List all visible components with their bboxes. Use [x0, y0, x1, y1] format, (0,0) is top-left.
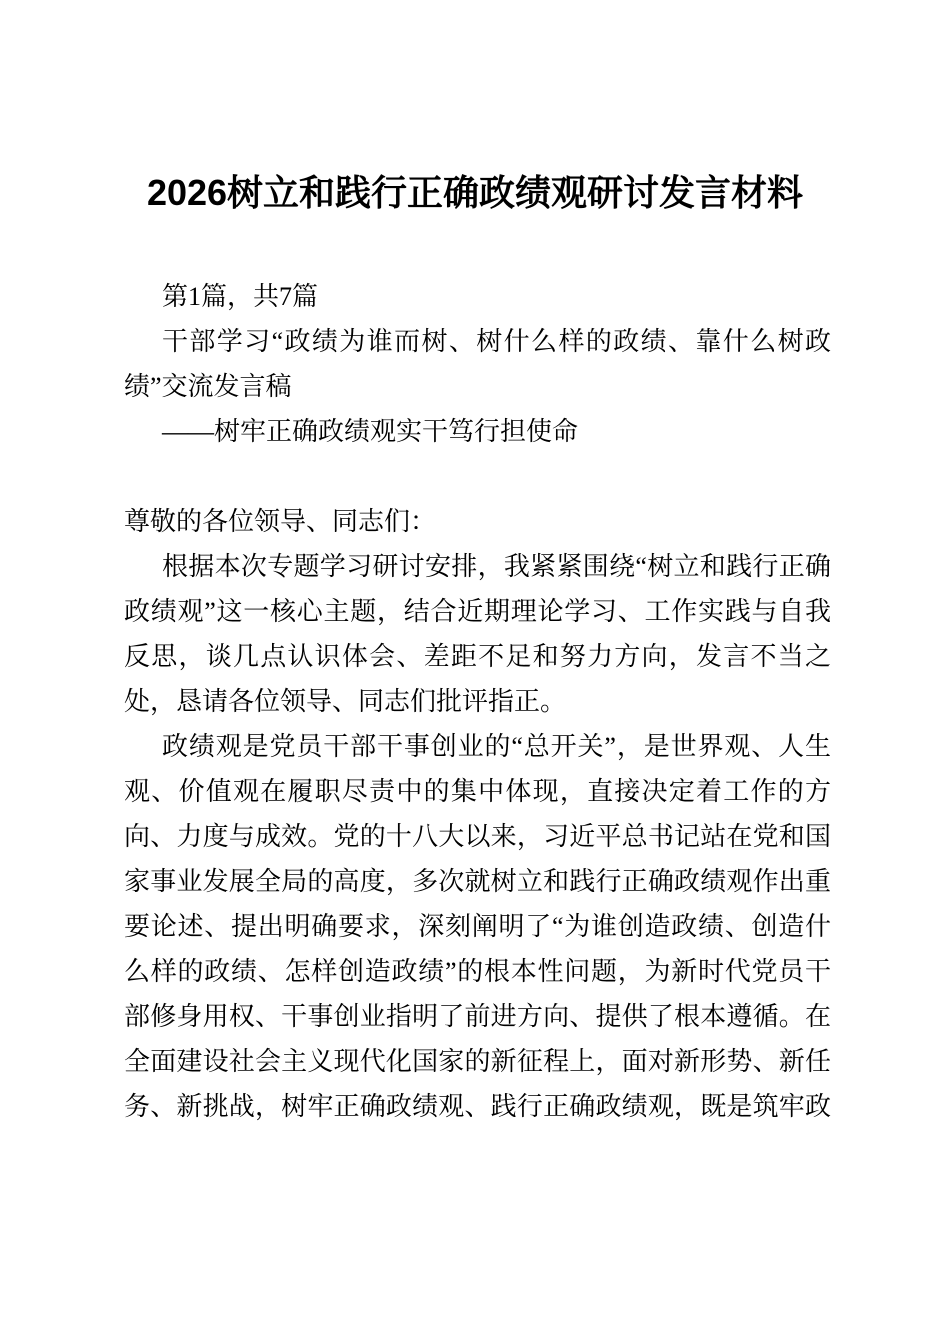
body-paragraph: 政绩观是党员干部干事创业的“总开关”，是世界观、人生观、价值观在履职尽责中的集中体现，直接决定着工作的方向、力度与成效。党的十八大以来，习近平总书记站在党和国家事业发展全局的高度，多次就树立和践行正确政绩观作出重要论述、提出明确要求，深刻阐明了“为谁创造政绩、创造什么样的政绩、怎样创造政绩”的根本性问题，为新时代党员干部修身用权、干事创业指明了前进方向、提供了根本遵循。在全面建设社会主义现代化国家的新征程上，面对新形势、新任务、新挑战，树牢正确政绩观、践行正确政绩观，既是筑牢政 — [124, 732, 831, 1121]
document-body — [124, 274, 831, 1129]
document-title: 2026树立和践行正确政绩观研讨发言材料 — [146, 172, 804, 213]
blank-line — [124, 454, 831, 499]
series-info: 第1篇，共7篇 — [162, 282, 319, 311]
salutation: 尊敬的各位领导、同志们： — [124, 507, 437, 536]
document-subtitle-secondary: ——树牢正确政绩观实干笃行担使命 — [162, 417, 579, 446]
document-subtitle: 干部学习“政绩为谁而树、树什么样的政绩、靠什么树政绩”交流发言稿 — [124, 327, 831, 401]
body-paragraph: 根据本次专题学习研讨安排，我紧紧围绕“树立和践行正确政绩观”这一核心主题，结合近期理论学习、工作实践与自我反思，谈几点认识体会、差距不足和努力方向，发言不当之处，恳请各位领导、同志们批评指正。 — [124, 552, 831, 716]
